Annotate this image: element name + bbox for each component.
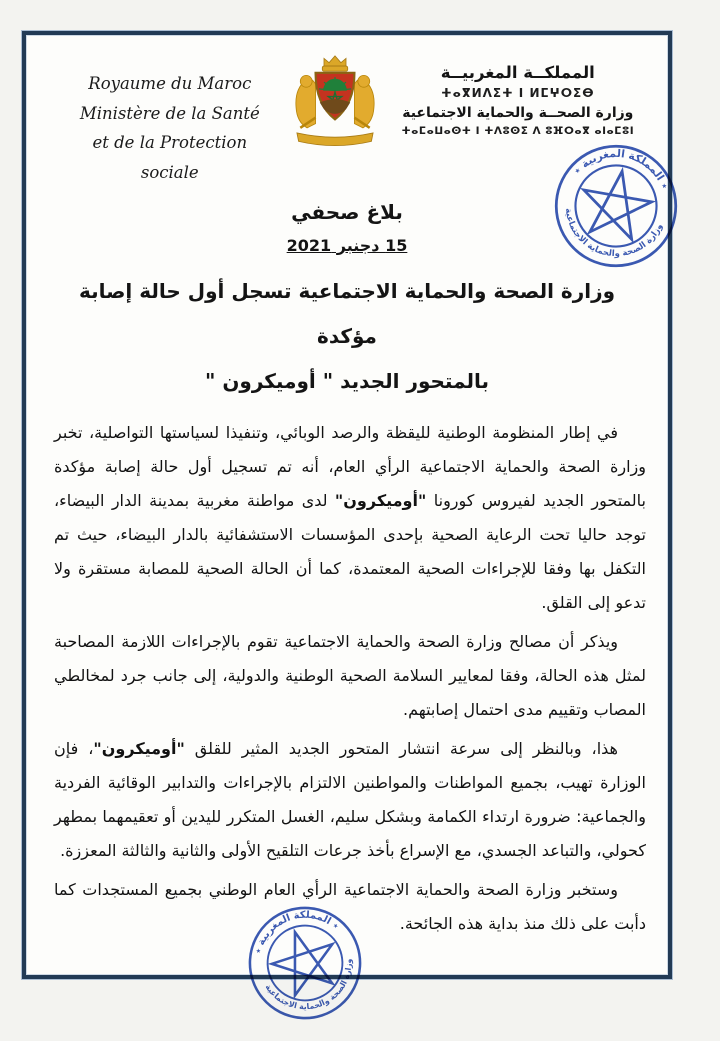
paragraph-text: ويذكر أن مصالح وزارة الصحة والحماية الاجتماعية تقوم بالإجراءات اللازمة المصاحبة لمثل هذه الحالة، وفقا لمعايير السلامة الصحية الوطنية والدولية، إلى جانب جرد لمخالطي المصاب وتقييم مدى احتمال إصابتهم.	[54, 631, 646, 719]
paragraph	[54, 625, 646, 727]
variant-name-bold: "أوميكرون"	[93, 738, 185, 758]
letterhead-french	[64, 69, 276, 188]
paragraph-text: في إطار المنظومة الوطنية لليقظة والرصد الوبائي، وتنفيذا لسياستها التواصلية، تخبر وزارة الصحة والحماية الاجتماعية الرأي العام، أنه تم تسجيل أول حالة إصابة مؤكدة بالمتحور الجديد لفيروس كورونا	[54, 422, 647, 510]
tifinagh-ministry-line: ⵜⴰⵎⴰⵡⴰⵙⵜ ⵏ ⵜⴷⵓⵙⵉ ⴷ ⵓⴼⵔⴰⴳ ⴰⵏⴰⵎⵓⵏ	[401, 125, 635, 137]
variant-name-bold: "أوميكرون"	[334, 490, 427, 510]
french-ministry-line1: Ministère de la Santé	[79, 103, 260, 123]
paragraph-text: وستخبر وزارة الصحة والحماية الاجتماعية الرأي العام الوطني بجميع المستجدات كما دأبت على ذلك منذ بداية هذه الجائحة.	[54, 879, 646, 933]
paragraph-text: ، فإن الوزارة تهيب، بجميع المواطنات والمواطنين الالتزام بالإجراءات والتدابير الوقائية الفردية والجماعية: ضرورة ارتداء الكمامة وبشكل سليم، الغسل المتكرر لليدين أو تعقيمهما بمطهر كحولي، والتباعد الجسدي، مع الإسراع بأخذ جرعات التلقيح الأولى والثانية والثالثة المعززة.	[54, 738, 646, 860]
french-ministry-line2: et de la Protection sociale	[92, 133, 248, 183]
ministry-stamp-top-icon	[542, 132, 690, 280]
arabic-kingdom-line: المملكــة المغربيــة	[440, 63, 595, 82]
stamp-ring-bottom-text: وزارة الصحة والحماية الاجتماعية	[263, 958, 354, 1012]
coat-of-arms-icon	[276, 55, 394, 159]
stamp-ring-top-text: ٭ المملكة المغربية ٭	[570, 146, 672, 192]
title-line-2: بالمتحور الجديد " أوميكرون "	[204, 368, 490, 393]
press-release-label: بلاغ صحفي	[291, 199, 403, 224]
paragraph	[54, 732, 646, 868]
french-kingdom-line: Royaume du Maroc	[88, 74, 252, 93]
paragraph-text: هذا، وبالنظر إلى سرعة انتشار المتحور الجديد المثير للقلق	[184, 738, 618, 758]
letterhead-arabic	[394, 63, 642, 137]
title-line-1: وزارة الصحة والحماية الاجتماعية تسجل أول حالة إصابة مؤكدة	[78, 278, 616, 348]
stamp-ring-bottom-text: وزارة الصحة والحماية الاجتماعية	[562, 207, 666, 260]
body-paragraphs	[26, 416, 668, 941]
arabic-ministry-line: وزارة الصحــة والحماية الاجتماعية	[402, 105, 634, 121]
tifinagh-kingdom-line: ⵜⴰⴳⵍⴷⵉⵜ ⵏ ⵍⵎⵖⵔⵉⴱ	[441, 86, 595, 100]
paragraph	[54, 416, 646, 620]
stamp-ring-top-text: ٭ المملكة المغربية ٭	[252, 909, 341, 956]
svg-text:وزارة الصحة والحماية الاجتماعي	[556, 206, 666, 267]
paragraph-text: لدى مواطنة مغربية بمدينة الدار البيضاء، توجد حاليا تحت الرعاية الصحية بإحدى المؤسسات الاستشفائية بالدار البيضاء، حيث تم التكفل بها وفقا للإجراءات الصحية المعتمدة، كما أن الحالة الصحية للمصابة مستقرة ولا تدعو إلى القلق.	[54, 490, 646, 612]
document-title	[26, 269, 668, 404]
press-release-date: 15 دجنبر 2021	[286, 235, 408, 255]
